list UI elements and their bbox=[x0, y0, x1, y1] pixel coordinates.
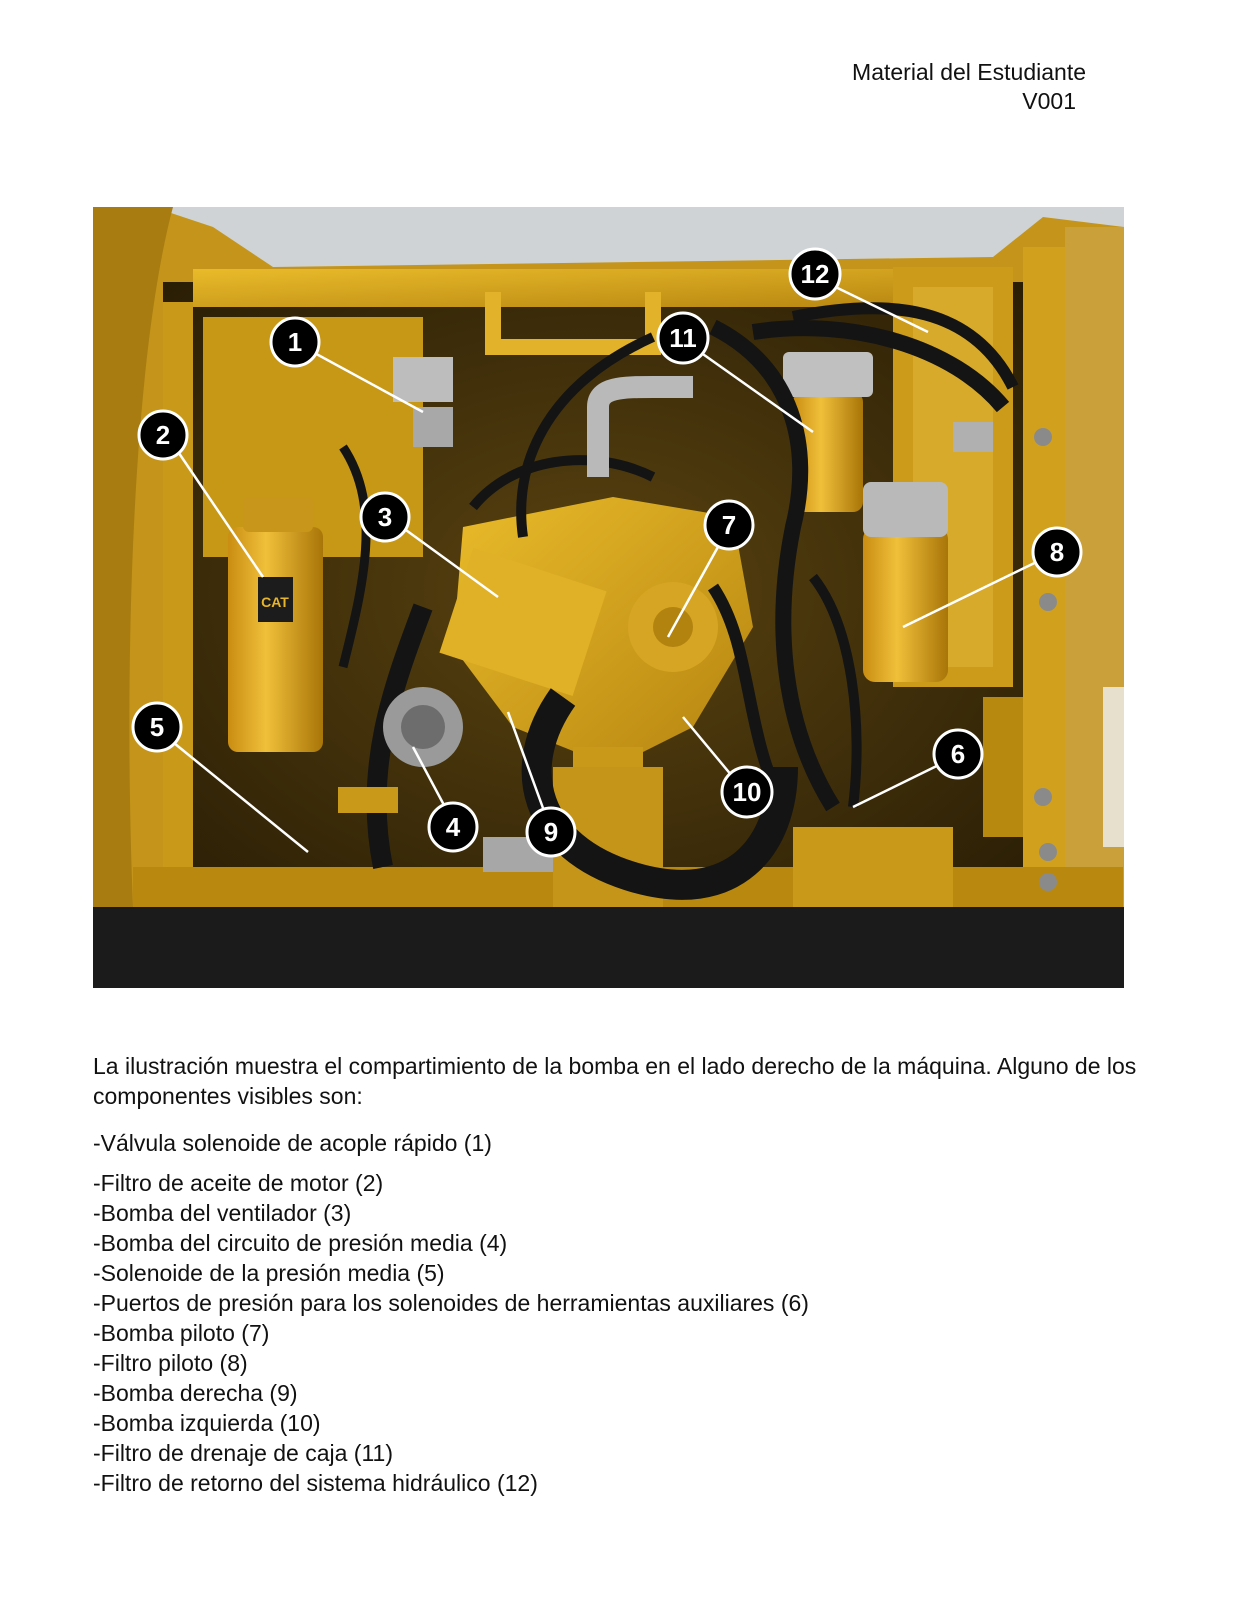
list-item: -Bomba del circuito de presión media (4) bbox=[93, 1230, 508, 1256]
callout-9 bbox=[527, 808, 575, 856]
pump-compartment-photo bbox=[93, 207, 1124, 988]
list-item: -Filtro de retorno del sistema hidráulico (12) bbox=[93, 1470, 538, 1496]
callout-8-number: 8 bbox=[1049, 537, 1065, 567]
callout-10 bbox=[722, 767, 772, 817]
callout-8 bbox=[1033, 528, 1081, 576]
callout-2-number: 2 bbox=[155, 420, 171, 450]
callout-9-number: 9 bbox=[543, 817, 559, 847]
callout-6 bbox=[934, 730, 982, 778]
callout-7 bbox=[705, 501, 753, 549]
list-item: -Filtro de drenaje de caja (11) bbox=[93, 1440, 393, 1466]
list-item: -Filtro de aceite de motor (2) bbox=[93, 1170, 384, 1196]
list-item: -Bomba del ventilador (3) bbox=[93, 1200, 352, 1226]
page-header bbox=[852, 58, 1086, 116]
callout-4-number: 4 bbox=[445, 812, 461, 842]
callout-10-number: 10 bbox=[732, 777, 762, 807]
callout-5-number: 5 bbox=[149, 712, 165, 742]
list-item: -Bomba derecha (9) bbox=[93, 1380, 298, 1406]
list-item: -Válvula solenoide de acople rápido (1) bbox=[93, 1130, 492, 1156]
pump-compartment-illustration bbox=[93, 207, 1124, 988]
callout-4 bbox=[429, 803, 477, 851]
callout-6-number: 6 bbox=[950, 739, 966, 769]
callout-12-number: 12 bbox=[800, 259, 830, 289]
header-version: V001 bbox=[1022, 88, 1076, 114]
list-item: -Solenoide de la presión media (5) bbox=[93, 1260, 445, 1286]
intro-paragraph: La ilustración muestra el compartimiento de la bomba en el lado derecho de la máquina. Alguno de los componentes visibles son: bbox=[93, 1053, 1137, 1109]
callout-3-number: 3 bbox=[377, 502, 393, 532]
filter-logo-cat: CAT bbox=[261, 594, 289, 610]
header-title: Material del Estudiante bbox=[852, 59, 1086, 85]
callout-2 bbox=[139, 411, 187, 459]
callout-5 bbox=[133, 703, 181, 751]
list-item: -Bomba izquierda (10) bbox=[93, 1410, 321, 1436]
component-list bbox=[93, 1128, 1143, 1498]
list-item: -Puertos de presión para los solenoides de herramientas auxiliares (6) bbox=[93, 1290, 809, 1316]
callout-1 bbox=[271, 318, 319, 366]
list-item: -Bomba piloto (7) bbox=[93, 1320, 270, 1346]
callout-7-number: 7 bbox=[721, 510, 737, 540]
callout-3 bbox=[361, 493, 409, 541]
callout-11 bbox=[658, 313, 708, 363]
callout-11-number: 11 bbox=[669, 323, 697, 353]
callout-1-number: 1 bbox=[287, 327, 303, 357]
callout-12 bbox=[790, 249, 840, 299]
list-item: -Filtro piloto (8) bbox=[93, 1350, 248, 1376]
